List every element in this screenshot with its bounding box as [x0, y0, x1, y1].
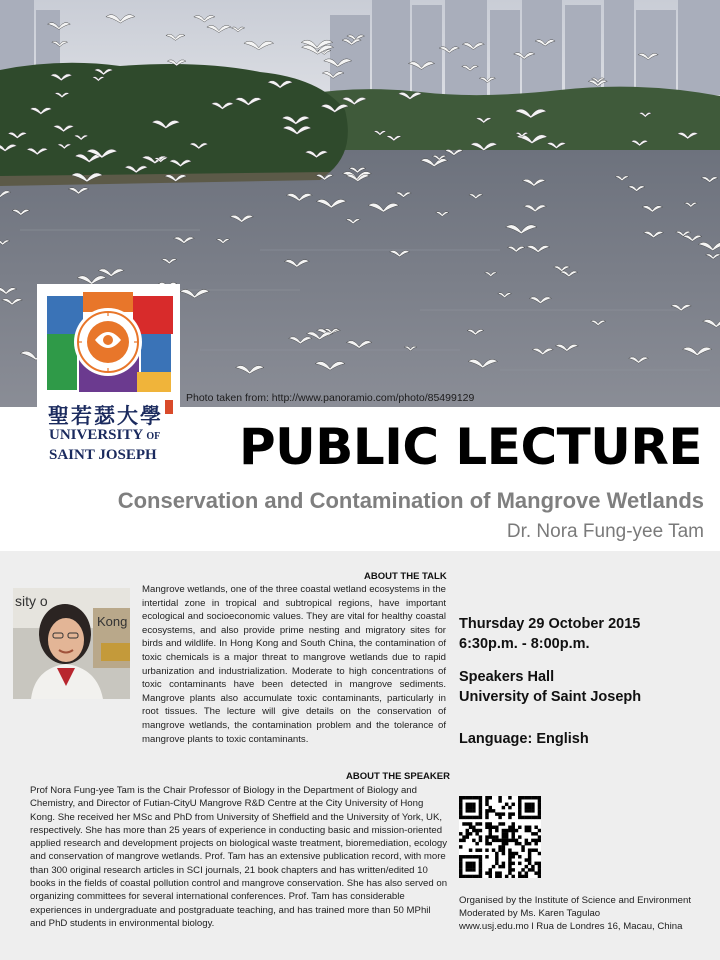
logo-chinese-text: 聖若瑟大學 [48, 403, 163, 428]
event-language: Language: English [459, 731, 589, 747]
logo-english-name [49, 426, 160, 464]
logo-line1-of: OF [146, 431, 161, 442]
event-type-heading: PUBLIC LECTURE [239, 418, 702, 476]
footer-contact: www.usj.edu.mo l Rua de Londres 16, Macau, China [459, 921, 683, 932]
about-talk-body: Mangrove wetlands, one of the three coastal wetland ecosystems in the intertidal zone in tropical and subtropical regions, have important ecological and socioeconomic values. They are vital for healthy coastal ecosystems, and also provide prime nesting and migratory sites for birds and wildlife. In Hong Kong and South China, the contamination of toxic chemicals is a major threat to mangrove wetlands due to rapid urbanization and industrialization. Moderate to high concentrations of toxic contaminants have been detected in mangrove sediments. Mangrove plants also accumulate toxic contaminants, particularly in root tissues. The lecture will give details on the conservation of mangrove wetlands, the contamination problem and the tolerance of mangrove plants to toxic contaminants. [142, 584, 446, 745]
footer-moderator: Moderated by Ms. Karen Tagulao [459, 908, 601, 919]
logo-line2: SAINT JOSEPH [49, 447, 157, 463]
event-venue-institution: University of Saint Joseph [459, 689, 642, 705]
logo-seal-icon [165, 400, 173, 414]
speaker-portrait [13, 588, 130, 699]
qr-code-icon[interactable] [459, 796, 541, 878]
svg-text:Kong: Kong [97, 614, 128, 629]
event-venue-hall: Speakers Hall [459, 669, 555, 685]
university-logo [37, 284, 180, 410]
talk-title: Conservation and Contamination of Mangrove Wetlands [117, 488, 704, 513]
event-time: 6:30p.m. - 8:00p.m. [459, 636, 590, 652]
footer-organiser: Organised by the Institute of Science and Environment [459, 895, 691, 906]
about-speaker-heading: ABOUT THE SPEAKER [346, 771, 450, 782]
about-talk-heading: ABOUT THE TALK [364, 571, 447, 582]
photo-credit: Photo taken from: http://www.panoramio.com/photo/85499129 [186, 392, 475, 404]
speaker-name: Dr. Nora Fung-yee Tam [506, 521, 704, 542]
event-date: Thursday 29 October 2015 [459, 616, 641, 632]
svg-text:sity o: sity o [15, 593, 48, 609]
about-speaker-body: Prof Nora Fung-yee Tam is the Chair Professor of Biology in the Department of Biology and Chemistry, and Director of Futian-CityU Mangrove R&D Centre at the City University of Hong Kong. She received her MSc and PhD from University of Sheffield and the University of York, UK, respectively. She has more than 25 years of experience in conducting basic and mission-oriented applied research and development projects on biological waste treatment, bioremediation, ecology and conservation of mangrove wetlands. Prof. Tam has an extensive publication record, with more than 300 original research articles in SCI journals, 21 book chapters and has written/edited 10 books in the fields of coastal pollution control and mangrove conservation. She has also served on organizing committees for several international conferences. Prof. Tam has considerable experiences in undergraduate and postgraduate teaching, and has trained more than 50 MPhil and PhD students in environmental biology. [30, 785, 448, 929]
logo-line1: UNIVERSITY [49, 427, 143, 443]
